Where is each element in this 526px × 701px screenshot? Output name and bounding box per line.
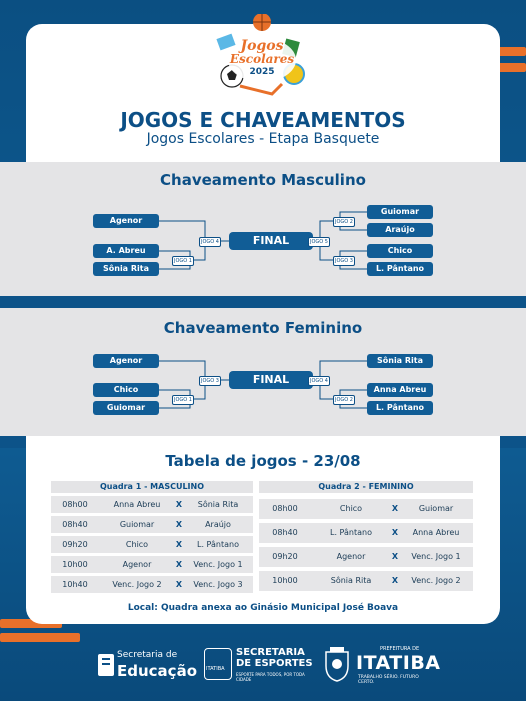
table-row [51,496,253,513]
cell-team-a: Agenor [122,560,152,569]
cell-team-b: Venc. Jogo 2 [411,576,461,585]
table-row [259,499,473,519]
masculino-title: Chaveamento Masculino [160,171,366,189]
cell-time: 10h00 [272,576,298,585]
team-box: Guiomar [367,205,433,219]
cell-team-b: Sônia Rita [197,500,239,509]
cell-team-a: Agenor [336,552,366,561]
feminino-title: Chaveamento Feminino [163,319,363,337]
table-row [259,523,473,543]
quadra2-header: Quadra 2 - FEMININO [259,481,473,493]
cell-time: 08h40 [62,520,88,529]
team-box: A. Abreu [93,244,159,258]
team-box: Sônia Rita [93,262,159,276]
game-label: JOGO 4 [310,378,328,384]
table-row [51,536,253,553]
cell-team-a: Guiomar [119,520,155,529]
table-row [51,516,253,533]
cell-time: 09h20 [62,540,88,549]
game-label: JOGO 5 [310,239,328,245]
team-box: Anna Abreu [367,383,433,397]
cell-versus: X [175,540,183,549]
game-label: JOGO 2 [335,219,353,225]
table-row [259,571,473,591]
educacao-bottom: Educação [117,662,197,680]
logo-year: 2025 [249,67,275,77]
tabela-title: Tabela de jogos - 23/08 [165,452,361,470]
cell-team-b: Guiomar [418,504,454,513]
game-label: JOGO 4 [201,239,219,245]
team-box: Chico [367,244,433,258]
logo-line2: Escolares [229,52,295,66]
cell-time: 08h40 [272,528,298,537]
game-label: JOGO 1 [174,258,192,264]
cell-team-a: L. Pântano [330,528,372,537]
page-subtitle: Jogos Escolares - Etapa Basquete [146,131,380,147]
cell-versus: X [175,560,183,569]
table-row [51,576,253,593]
team-box: Sônia Rita [367,354,433,368]
cell-team-b: Araújo [205,520,231,529]
team-box: Agenor [93,354,159,368]
cell-time: 10h00 [62,560,88,569]
team-box: L. Pântano [367,401,433,415]
cell-versus: X [391,552,399,561]
cell-time: 10h40 [62,580,88,589]
cell-versus: X [391,504,399,513]
logo-line1: Jogos [240,38,284,54]
cell-time: 09h20 [272,552,298,561]
feminino-final: FINAL [229,371,313,389]
game-label: JOGO 3 [335,258,353,264]
masculino-final: FINAL [229,232,313,250]
cell-team-a: Chico [125,540,149,549]
page-title: JOGOS E CHAVEAMENTOS [120,108,406,132]
cell-team-a: Anna Abreu [113,500,161,509]
itatiba-name: ITATIBA [356,652,441,674]
esportes-badge: ITATIBA [206,666,225,672]
educacao-logo [97,648,197,684]
cell-team-b: Venc. Jogo 1 [193,560,243,569]
esportes-bottom: DE ESPORTES [236,658,313,669]
team-box: Chico [93,383,159,397]
cell-versus: X [175,500,183,509]
team-box: Araújo [367,223,433,237]
book-icon [97,652,115,678]
cell-versus: X [391,528,399,537]
cell-team-a: Venc. Jogo 2 [112,580,162,589]
game-label: JOGO 1 [174,397,192,403]
esportes-logo [204,646,316,686]
esportes-badge-box [204,648,232,680]
table-row [259,547,473,567]
team-box: Agenor [93,214,159,228]
quadra1-header: Quadra 1 - MASCULINO [51,481,253,493]
cell-versus: X [175,520,183,529]
cell-time: 08h00 [62,500,88,509]
game-label: JOGO 2 [335,397,353,403]
itatiba-tag: TRABALHO SÉRIO. FUTURO CERTO. [358,675,419,685]
cell-team-b: L. Pântano [197,540,239,549]
itatiba-logo [322,644,441,686]
team-box: Guiomar [93,401,159,415]
cell-versus: X [391,576,399,585]
esportes-tag: ESPORTE PARA TODOS, POR TODA CIDADE [236,672,305,682]
game-label: JOGO 3 [201,378,219,384]
itatiba-top: PREFEITURA DE [380,646,420,652]
cell-team-a: Sônia Rita [330,576,372,585]
team-box: L. Pântano [367,262,433,276]
cell-team-a: Chico [339,504,363,513]
educacao-top: Secretaria de [117,650,178,660]
cell-time: 08h00 [272,504,298,513]
coat-of-arms-icon [322,646,352,682]
footer [0,640,526,690]
cell-team-b: Anna Abreu [412,528,460,537]
cell-team-b: Venc. Jogo 1 [411,552,461,561]
cell-versus: X [175,580,183,589]
esportes-top: SECRETARIA [236,647,305,658]
local-text: Local: Quadra anexa ao Ginásio Municipal José Boava [127,603,399,613]
table-row [51,556,253,573]
cell-team-b: Venc. Jogo 3 [193,580,243,589]
